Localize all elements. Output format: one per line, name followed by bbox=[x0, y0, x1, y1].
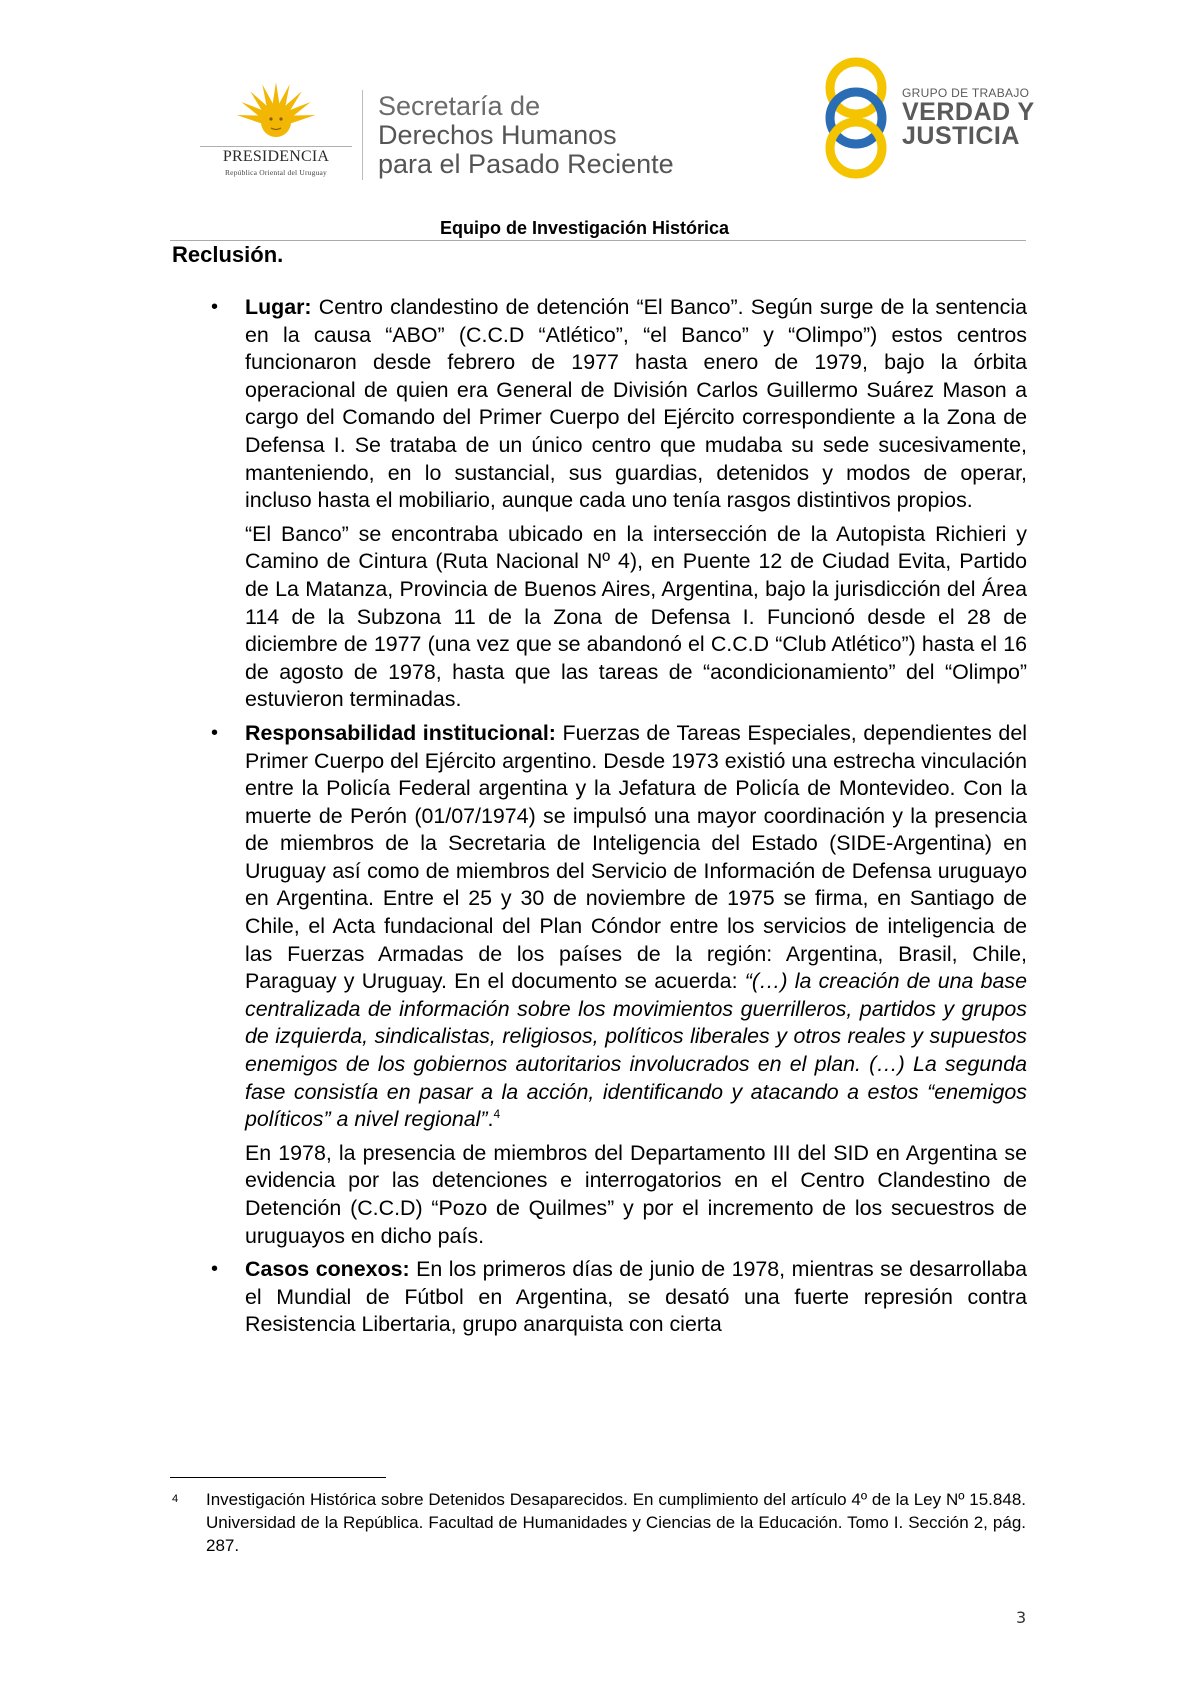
body-text bbox=[211, 294, 1027, 1345]
list-item-responsabilidad bbox=[211, 720, 1027, 1250]
section-title: Reclusión. bbox=[172, 242, 284, 267]
list-item-lugar bbox=[211, 294, 1027, 714]
item-text: Centro clandestino de detención “El Banco”. Según surge de la sentencia en la causa “ABO” (C.C.D “Atlético”, “el Banco” y “Olimpo”) estos centros funcionaron desde febrero de 1977 hasta enero de 1979, bajo la órbita operacional de quien era General de División Carlos Guillermo Suárez Mason a cargo del Comando del Primer Cuerpo del Ejército correspondiente a la Zona de Defensa I. Se trataba de un único centro que mudaba su sede sucesivamente, manteniendo, en lo sustancial, sus guardias, detenidos y modos de operar, incluso hasta el mobiliario, aunque cada uno tenía rasgos distintivos propios. bbox=[245, 295, 1027, 513]
item-paragraph bbox=[245, 294, 1027, 515]
item-paragraph: “El Banco” se encontraba ubicado en la intersección de la Autopista Richieri y Camino de Cintura (Ruta Nacional Nº 4), en Puente 12 de Ciudad Evita, Partido de La Matanza, Provincia de Buenos Aires, Argentina, bajo la jurisdicción del Área 114 de la Subzona 11 de la Zona de Defensa I. Funcionó desde el 28 de diciembre de 1977 (una vez que se abandonó el C.C.D “Club Atlético”) hasta el 16 de agosto de 1978, hasta que las tareas de “acondicionamiento” del “Olimpo” estuvieron terminadas. bbox=[245, 521, 1027, 712]
secretaria-title bbox=[378, 92, 674, 179]
item-lead: Responsabilidad institucional: bbox=[245, 720, 556, 745]
footnote-text: Investigación Histórica sobre Detenidos Desaparecidos. En cumplimiento del artículo 4º de la Ley Nº 15.848. Universidad de la República. Facultad de Humanidades y Ciencias de la Educación. Tomo I. Sección 2, pág. 287. bbox=[206, 1490, 1026, 1555]
presidencia-subtitle: República Oriental del Uruguay bbox=[224, 168, 327, 177]
vyj-line-3: JUSTICIA bbox=[902, 122, 1020, 150]
list-item-casos bbox=[211, 1256, 1027, 1339]
bullet-icon: • bbox=[211, 296, 219, 318]
item-quote: “(…) la creación de una base centralizada de información sobre los movimientos guerrilleros, partidos y grupos de izquierda, sindicalistas, religiosos, políticos liberales y otros reales y supuestos enemigos de los gobiernos autoritarios involucrados en el plan. (…) La segunda fase consistía en pasar a la acción, identificando y atacando a estos “enemigos políticos” a nivel regional” bbox=[245, 969, 1027, 1132]
item-paragraph: En 1978, la presencia de miembros del Departamento III del SID en Argentina se evidencia por las detenciones e interrogatorios en el Centro Clandestino de Detención (C.C.D) “Pozo de Quilmes” y por el incremento de los secuestros de uruguayos en dicho país. bbox=[245, 1140, 1027, 1248]
secretaria-line-2: Derechos Humanos bbox=[378, 120, 617, 150]
footnote-number: 4 bbox=[172, 1493, 179, 1505]
verdad-justicia-text bbox=[902, 86, 1035, 148]
secretaria-line-3: para el Pasado Reciente bbox=[378, 149, 674, 179]
item-paragraph bbox=[245, 720, 1027, 1134]
secretaria-line-1: Secretaría de bbox=[378, 91, 541, 121]
team-name: Equipo de Investigación Histórica bbox=[440, 218, 730, 238]
bullet-icon: • bbox=[211, 721, 219, 744]
team-header bbox=[170, 218, 1026, 241]
item-text: En los primeros días de junio de 1978, mientras se desarrollaba el Mundial de Fútbol en Argentina, se desató una fuerte represión contra Resistencia Libertaria, grupo anarquista con cierta bbox=[245, 1257, 1027, 1337]
quote-end: . bbox=[487, 1107, 494, 1132]
item-lead: Lugar: bbox=[245, 295, 312, 319]
page-header bbox=[0, 0, 1190, 200]
vyj-line-1: GRUPO DE TRABAJO bbox=[902, 86, 1030, 100]
footnote bbox=[170, 1488, 1026, 1557]
item-lead: Casos conexos: bbox=[245, 1257, 410, 1282]
item-paragraph bbox=[245, 1256, 1027, 1339]
footnote-divider bbox=[170, 1477, 386, 1478]
bullet-icon: • bbox=[211, 1258, 219, 1281]
presidencia-name: PRESIDENCIA bbox=[222, 148, 330, 165]
page-number: 3 bbox=[1016, 1608, 1027, 1627]
vyj-line-2: VERDAD Y bbox=[902, 98, 1035, 126]
header-divider bbox=[362, 90, 363, 180]
footnote-reference[interactable]: 4 bbox=[493, 1107, 501, 1122]
item-text: Fuerzas de Tareas Especiales, dependientes del Primer Cuerpo del Ejército argentino. Desde 1973 existió una estrecha vinculación entre la Policía Federal argentina y la Jefatura de Policía de Montevideo. Con la muerte de Perón (01/07/1974) se impulsó una mayor coordinación y la presencia de miembros de la Secretaria de Inteligencia del Estado (SIDE-Argentina) en Uruguay así como de miembros del Servicio de Información de Defensa uruguayo en Argentina. Entre el 25 y 30 de noviembre de 1975 se firma, en Santiago de Chile, el Acta fundacional del Plan Cóndor entre los servicios de inteligencia de las Fuerzas Armadas de los países de la región: Argentina, Brasil, Chile, Paraguay y Uruguay. En el documento se acuerda: bbox=[245, 720, 1027, 994]
